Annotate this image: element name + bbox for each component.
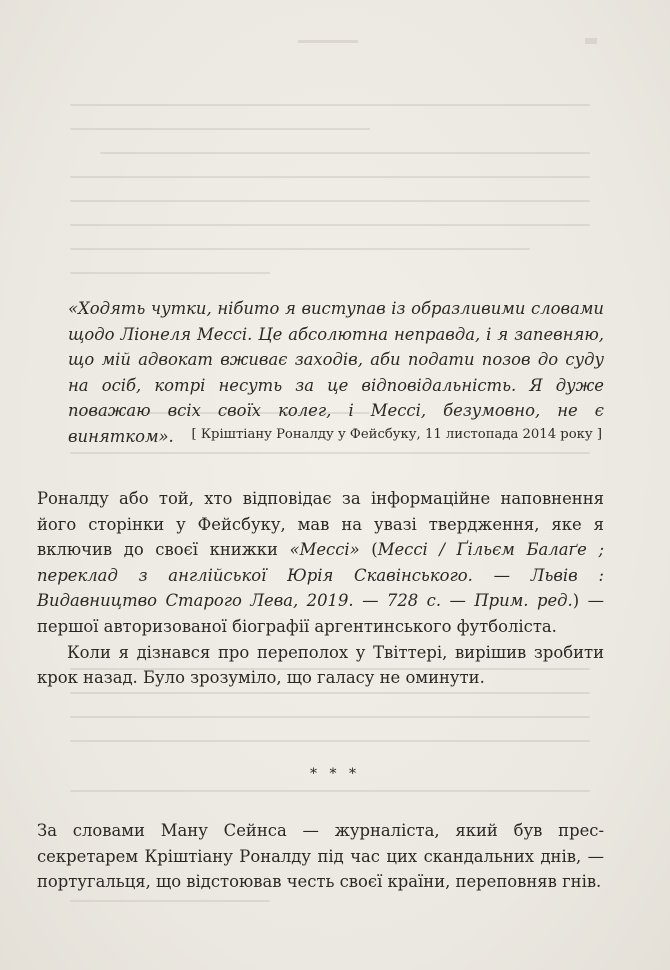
body-text-2 bbox=[37, 818, 604, 895]
quote-text: «Ходять чутки, нібито я виступав із образливими словами щодо Ліонеля Мессі. Це абсолютна неправда, і я запевняю, що мій адвокат вживає заходів, аби подати позов до суду на осіб, котрі несуть за це відповідальність. Я дуже поважаю всіх своїх колег, і Мессі, безумовно, не є винятком». bbox=[68, 299, 604, 446]
quote-source: [ Кріштіану Роналду у Фейсбуку, 11 листопада 2014 року ] bbox=[191, 427, 602, 442]
paragraph-1 bbox=[37, 486, 604, 640]
paragraph-3: За словами Ману Сейнса — журналіста, який був прес-секретарем Кріштіану Роналду під час цих скандальних днів, — португальця, що відстоював честь своєї країни, переповняв гнів. bbox=[37, 821, 604, 892]
editor-note: Мессі / Ґільєм Балаґе ; переклад з англійської Юрія Скавінського. — Львів : Видавництво Старого Лева, 2019. — 728 с. — Прим. ред. bbox=[37, 540, 604, 611]
paragraph-1-text-a: Роналду або той, хто відповідає за інформаційне наповнення його сторінки у Фейсбуку, мав на увазі твердження, яке я включив до своєї книжки bbox=[37, 489, 604, 560]
paragraph-1-text-c: ) — першої авторизованої біографії аргентинського футболіста. bbox=[37, 591, 604, 636]
book-title: «Мессі» bbox=[289, 540, 360, 560]
paragraph-1-text-b: ( bbox=[359, 540, 378, 560]
body-text-1 bbox=[37, 486, 604, 691]
section-separator: * * * bbox=[310, 766, 360, 782]
paragraph-2: Коли я дізнався про переполох у Твіттері, вирішив зробити крок назад. Було зрозуміло, що галасу не оминути. bbox=[37, 642, 604, 688]
